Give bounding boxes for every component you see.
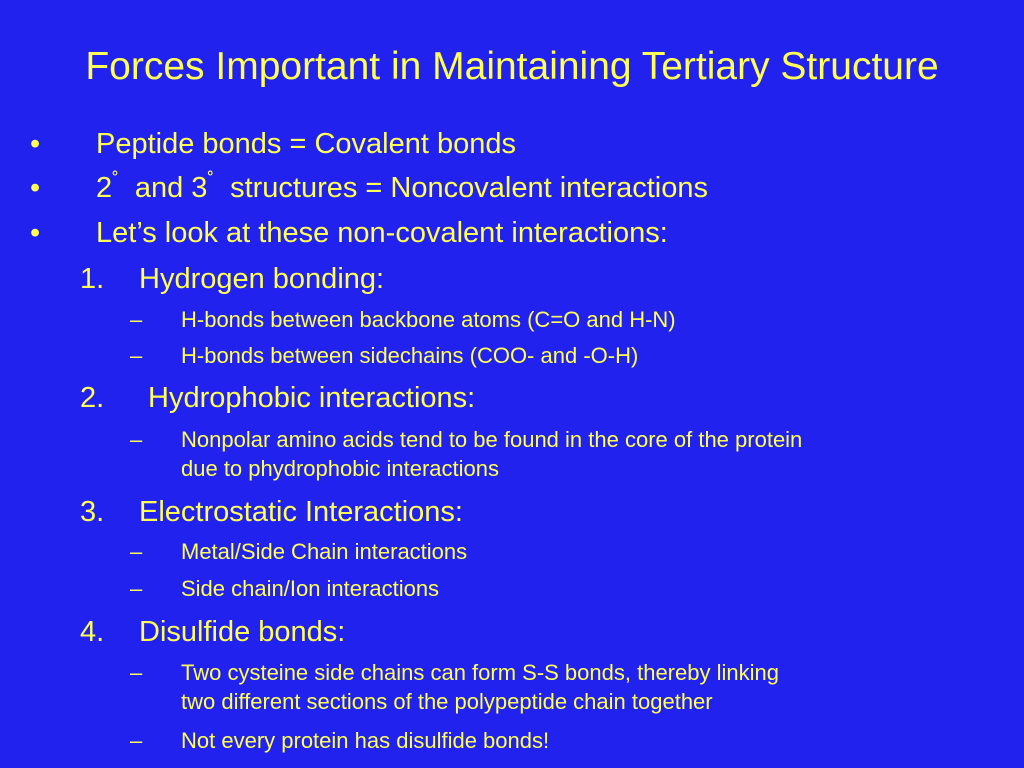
degree-symbol: ˚ (112, 170, 119, 192)
number-marker: 3. (80, 496, 105, 528)
bullet-text: Peptide bonds = Covalent bonds (96, 128, 517, 160)
sub-item-text: Side chain/Ion interactions (181, 576, 440, 601)
sub-item-text: H-bonds between backbone atoms (C=O and H-N) (181, 307, 676, 332)
numbered-item-text: Disulfide bonds: (139, 616, 346, 648)
bullet-text: Let’s look at these non-covalent interactions: (96, 217, 668, 249)
bullet-text-part: 2 (96, 172, 113, 204)
sub-item-text-continued: due to phydrophobic interactions (181, 456, 499, 481)
slide-title: Forces Important in Maintaining Tertiary Structure (85, 45, 939, 88)
degree-symbol: ˚ (207, 170, 215, 192)
numbered-item-text: Hydrogen bonding: (139, 263, 385, 295)
number-marker: 2. (80, 382, 105, 414)
sub-item-text-continued: two different sections of the polypeptide chain together (181, 689, 713, 714)
dash-marker: – (130, 343, 143, 368)
sub-item-text: Metal/Side Chain interactions (181, 539, 468, 564)
bullet-marker: • (30, 128, 41, 160)
numbered-item-text: Hydrophobic interactions: (148, 382, 476, 414)
dash-marker: – (130, 576, 143, 601)
dash-marker: – (130, 307, 143, 332)
sub-item-text: Two cysteine side chains can form S-S bonds, thereby linking (181, 660, 779, 685)
bullet-marker: • (30, 217, 41, 249)
bullet-text-part: structures = Noncovalent interactions (230, 172, 708, 204)
sub-item-text: H-bonds between sidechains (COO- and -O-H) (181, 343, 639, 368)
bullet-text-part: and 3 (134, 172, 208, 204)
numbered-item-text: Electrostatic Interactions: (139, 496, 463, 528)
sub-item-text: Not every protein has disulfide bonds! (181, 728, 550, 753)
dash-marker: – (130, 728, 143, 753)
bullet-marker: • (30, 172, 41, 204)
sub-item-text: Nonpolar amino acids tend to be found in the core of the protein (181, 427, 803, 452)
dash-marker: – (130, 539, 143, 564)
dash-marker: – (130, 427, 143, 452)
number-marker: 1. (80, 263, 105, 295)
dash-marker: – (130, 660, 143, 685)
number-marker: 4. (80, 616, 105, 648)
bullet-text (96, 171, 708, 208)
